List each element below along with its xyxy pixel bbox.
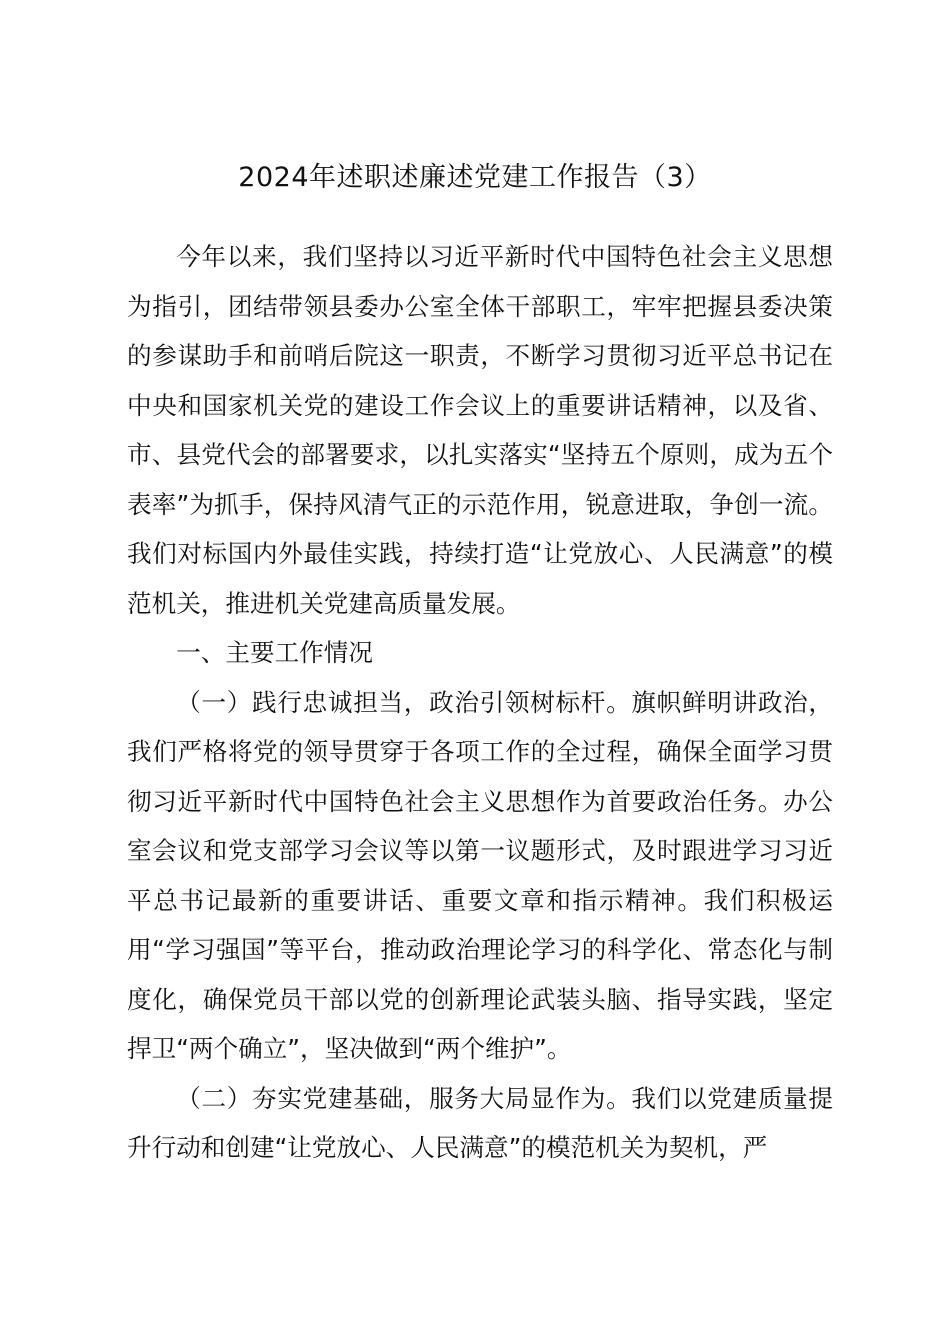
section-paragraph-1: （一）践行忠诚担当，政治引领树标杆。旗帜鲜明讲政治，我们严格将党的领导贯穿于各项工作的全过程，确保全面学习贯彻习近平新时代中国特色社会主义思想作为首要政治任务。办公室会议和党支部学习会议等以第一议题形式，及时跟进学习习近平总书记最新的重要讲话、重要文章和指示精神。我们积极运用“学习强国”等平台，推动政治理论学习的科学化、常态化与制度化，确保党员干部以党的创新理论武装头脑、指导实践，坚定捍卫“两个确立”，坚决做到“两个维护”。 (127, 687, 833, 1063)
document-body (127, 232, 833, 1173)
document-title: 2024年述职述廉述党建工作报告（3） (238, 162, 712, 193)
section-paragraph-2: （二）夯实党建基础，服务大局显作为。我们以党建质量提升行动和创建“让党放心、人民满意”的模范机关为契机，严 (127, 1083, 833, 1162)
intro-paragraph: 今年以来，我们坚持以习近平新时代中国特色社会主义思想为指引，团结带领县委办公室全体干部职工，牢牢把握县委决策的参谋助手和前哨后院这一职责，不断学习贯彻习近平总书记在中央和国家机关党的建设工作会议上的重要讲话精神，以及省、市、县党代会的部署要求，以扎实落实“坚持五个原则，成为五个表率”为抓手，保持风清气正的示范作用，锐意进取，争创一流。我们对标国内外最佳实践，持续打造“让党放心、人民满意”的模范机关，推进机关党建高质量发展。 (127, 242, 833, 618)
section-heading: 一、主要工作情况 (176, 638, 373, 667)
